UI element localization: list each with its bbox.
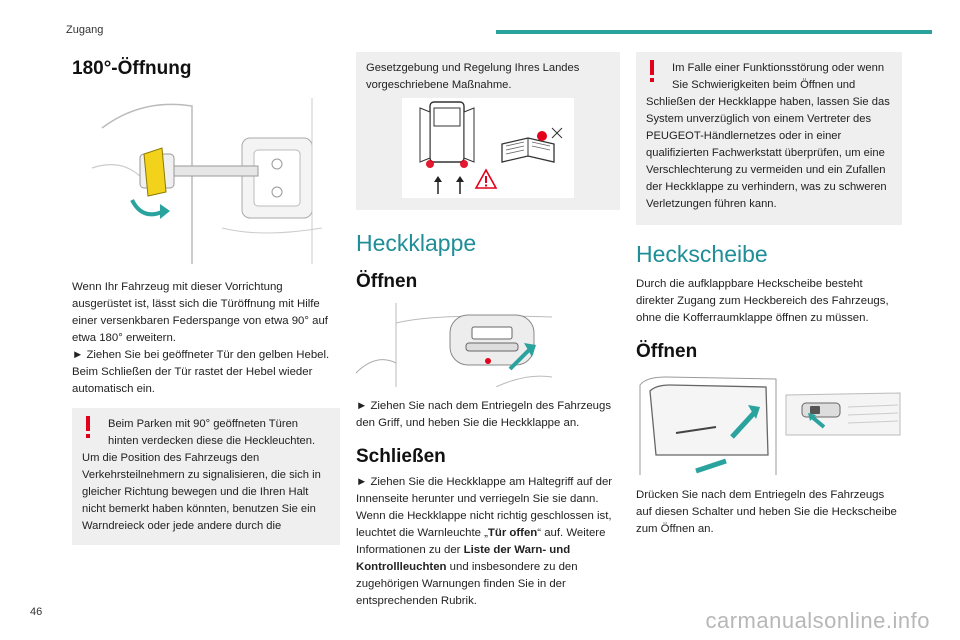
page-number: 46	[30, 606, 43, 618]
warning-text-continued: Gesetzgebung und Regelung Ihres Landes vorgeschriebene Maßnahme.	[366, 62, 580, 91]
door-open-term: Tür offen	[487, 527, 538, 539]
paragraph-rear-window-open: Drücken Sie nach dem Entriegeln des Fahrzeugs auf diesen Schalter und heben Sie die Heckscheibe zum Öffnen an.	[636, 489, 897, 535]
close-text-1: ► Ziehen Sie die Heckklappe am Haltegriff auf der Innenseite herunter und verriegeln Sie sie dann. Wenn die Heckklappe nicht richtig geschlossen ist, leuchtet die Warnleuchte „	[356, 476, 613, 539]
warning-box-malfunction	[636, 52, 902, 225]
column-1	[72, 52, 340, 545]
warning-triangle-icon	[476, 170, 496, 188]
column-3	[636, 52, 902, 538]
rear-lights-illustration	[402, 98, 574, 198]
warning-box-continued	[356, 52, 620, 210]
warning-text-rest: Um die Position des Fahrzeugs den Verkehrsteilnehmern zu signalisieren, die sich in gleicher Richtung bewegen und die Ihren Halt nicht bemerkt haben könnten, benutzen Sie ein Warndreieck oder jede andere durch die	[82, 452, 321, 532]
warning-box-parking	[72, 408, 340, 545]
warning-text-lead: Beim Parken mit 90° geöffneten Türen hinten verdecken diese die Heckleuchten.	[108, 418, 316, 447]
heading-rear-window-open: Öffnen	[636, 341, 698, 362]
tailgate-handle-illustration	[356, 303, 552, 387]
paragraph-rear-window-intro: Durch die aufklappbare Heckscheibe besteht direkter Zugang zum Heckbereich des Fahrzeugs, ohne die Kofferraumklappe öffnen zu müssen.	[636, 278, 889, 324]
heading-tailgate-open: Öffnen	[356, 271, 418, 292]
rear-window-illustration	[636, 375, 902, 477]
warning-text-rest: Schließen der Heckklappe haben, lassen Sie das System unverzüglich von einem Vertreter des PEUGEOT-Händlernetzes oder in einer qualifizierten Fachwerkstatt überprüfen, um eine Verschlechterung zu vermeiden und ein Zufallen der Heckklappe zu verhindern, was zu schweren Verletzungen führen kann.	[646, 96, 890, 210]
heading-rear-window: Heckscheibe	[636, 241, 768, 267]
close-text-2: “ auf. Weitere Informationen zu der	[356, 527, 606, 556]
close-text-3: und insbesondere zu den zugehörigen Warnungen finden Sie in der entsprechenden Rubrik.	[356, 561, 578, 607]
site-watermark: carmanualsonline.info	[705, 608, 930, 633]
warning-text-lead: Im Falle einer Funktionsstörung oder wenn Sie Schwierigkeiten beim Öffnen und	[672, 62, 885, 91]
section-label: Zugang	[66, 24, 104, 36]
door-hinge-illustration	[82, 88, 332, 264]
heading-tailgate: Heckklappe	[356, 230, 477, 256]
heading-tailgate-close: Schließen	[356, 446, 446, 467]
exclamation-icon	[648, 60, 656, 82]
heading-180-opening: 180°-Öffnung	[72, 58, 192, 79]
paragraph-intro: Wenn Ihr Fahrzeug mit dieser Vorrichtung ausgerüstet ist, lässt sich die Türöffnung mit Hilfe einer versenkbaren Federspange von etwa 90° auf etwa 180° erweitern.	[72, 281, 328, 344]
column-2	[356, 52, 620, 610]
manual-book-icon	[502, 128, 562, 162]
warning-lights-link: Liste der Warn- und Kontrollleuchten	[356, 544, 571, 573]
paragraph-close-tailgate	[356, 474, 620, 610]
header-accent-bar	[496, 30, 932, 34]
exclamation-icon	[84, 416, 92, 438]
step-open-tailgate: ► Ziehen Sie nach dem Entriegeln des Fahrzeugs den Griff, und heben Sie die Heckklappe an.	[356, 400, 612, 429]
step-pull-lever: ► Ziehen Sie bei geöffneter Tür den gelben Hebel. Beim Schließen der Tür rastet der Hebel wieder automatisch ein.	[72, 349, 330, 395]
